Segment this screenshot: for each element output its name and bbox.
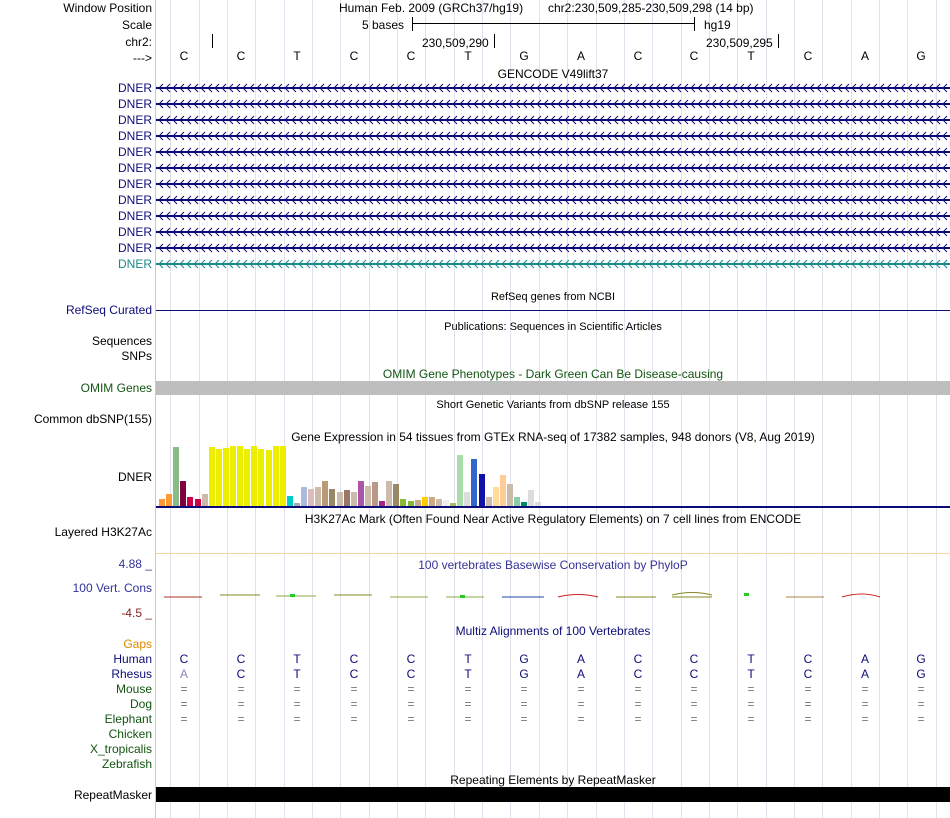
scale-bar [412,23,694,24]
gencode-gene-label[interactable]: DNER [117,177,152,191]
base-letter: T [747,49,755,63]
phylop-track-title: 100 vertebrates Basewise Conservation by PhyloP [418,558,688,572]
gencode-transcript[interactable] [156,183,950,185]
ruler-tick [212,34,213,48]
strand-arrows-icon [156,99,950,109]
strand-label: ---> [133,51,152,65]
base-letter: A [576,49,585,63]
gencode-track-title: GENCODE V49lift37 [497,67,609,81]
gtex-tissue-bar[interactable] [329,489,335,506]
gtex-tissue-bar[interactable] [244,449,250,506]
alignment-base: = [180,697,188,711]
alignment-base: = [690,712,698,726]
species-label[interactable]: Chicken [108,727,152,741]
alignment-base: G [916,667,926,681]
alignment-base: C [406,652,416,666]
strand-arrows-icon [156,259,950,269]
gtex-tissue-bar[interactable] [216,449,222,506]
gtex-tissue-bar[interactable] [436,499,442,506]
gtex-tissue-bar[interactable] [500,475,506,506]
strand-arrows-icon [156,243,950,253]
gtex-tissue-bar[interactable] [322,481,328,506]
ruler-tick [494,34,495,48]
gencode-gene-label[interactable]: DNER [117,209,152,223]
base-letter: G [916,49,926,63]
phylop-peak [460,595,465,598]
scale-bar-left-tick [412,17,413,31]
phylop-max-label: 4.88 _ [118,557,152,571]
alignment-base: = [804,697,812,711]
alignment-base: C [689,667,699,681]
gtex-tissue-bar[interactable] [301,487,307,506]
species-label[interactable]: Dog [129,697,152,711]
chr-label: chr2: [125,35,152,49]
gencode-transcript[interactable] [156,199,950,201]
gtex-tissue-bar[interactable] [223,448,229,506]
alignment-base: C [406,667,416,681]
strand-arrows-icon [156,147,950,157]
gtex-tissue-bar[interactable] [393,484,399,506]
assembly-title: Human Feb. 2009 (GRCh37/hg19) [339,1,524,15]
alignment-base: C [179,652,189,666]
alignment-base: = [917,712,925,726]
gtex-tissue-bar[interactable] [251,446,257,506]
base-letter: C [406,49,416,63]
phylop-label[interactable]: 100 Vert. Cons [72,581,152,595]
gtex-tissue-bar[interactable] [493,487,499,506]
alignment-base: A [860,667,869,681]
gencode-transcript[interactable] [156,135,950,137]
phylop-peak [290,594,295,597]
gencode-transcript[interactable] [156,247,950,249]
alignment-base: C [633,652,643,666]
omim-track-title: OMIM Gene Phenotypes - Dark Green Can Be Disease-causing [382,367,724,381]
gencode-transcript[interactable] [156,151,950,153]
gencode-transcript[interactable] [156,215,950,217]
base-letter: T [464,49,472,63]
alignment-base: A [179,667,188,681]
alignment-base: = [861,712,869,726]
alignment-base: = [577,712,585,726]
gtex-tissue-bar[interactable] [209,447,215,506]
gtex-tissue-bar[interactable] [173,447,179,506]
alignment-base: = [634,712,642,726]
gencode-gene-label[interactable]: DNER [117,145,152,159]
dbsnp-track-title: Short Genetic Variants from dbSNP release 155 [436,399,670,411]
gencode-transcript[interactable] [156,119,950,121]
ruler-coord-1: 230,509,290 [422,36,489,50]
alignment-base: T [464,667,472,681]
refseq-label[interactable]: RefSeq Curated [65,303,152,317]
alignment-base: = [634,697,642,711]
repeatmasker-label[interactable]: RepeatMasker [73,788,152,802]
species-label[interactable]: Zebrafish [101,757,152,771]
gencode-transcript[interactable] [156,167,950,169]
alignment-base: C [803,652,813,666]
gencode-gene-label[interactable]: DNER [117,129,152,143]
gtex-tissue-bar[interactable] [202,494,208,506]
snps-label[interactable]: SNPs [121,349,152,363]
alignment-base: = [180,682,188,696]
gencode-gene-label[interactable]: DNER [117,257,152,271]
gtex-tissue-bar[interactable] [344,490,350,506]
alignment-base: = [407,712,415,726]
gtex-tissue-bar[interactable] [486,497,492,506]
strand-arrows-icon [156,115,950,125]
alignment-base: = [237,697,245,711]
ruler-coord-2: 230,509,295 [706,36,773,50]
sequences-label[interactable]: Sequences [91,334,152,348]
strand-arrows-icon [156,163,950,173]
alignment-base: = [350,712,358,726]
alignment-base: = [237,712,245,726]
omim-label[interactable]: OMIM Genes [80,381,152,395]
gtex-gene-line [156,506,950,508]
gencode-gene-label[interactable]: DNER [117,161,152,175]
alignment-base: T [747,667,755,681]
alignment-base: = [690,697,698,711]
gtex-tissue-bar[interactable] [337,492,343,506]
ruler-tick [778,34,779,48]
window-position-label: Window Position [63,1,152,15]
base-letter: A [860,49,869,63]
phylop-min-label: -4.5 _ [121,606,152,620]
base-letter: G [519,49,529,63]
phylop-segment [672,593,712,596]
alignment-base: = [577,697,585,711]
gtex-tissue-bar[interactable] [230,446,236,506]
gtex-tissue-bar[interactable] [266,450,272,506]
alignment-base: A [576,667,585,681]
gencode-gene-label[interactable]: DNER [117,81,152,95]
gtex-tissue-bar[interactable] [358,481,364,506]
gtex-tissue-bar[interactable] [514,497,520,506]
gtex-barchart[interactable] [159,444,559,506]
strand-arrows-icon [156,83,950,93]
alignment-base: = [634,682,642,696]
gtex-tissue-bar[interactable] [287,496,293,506]
gtex-tissue-bar[interactable] [528,490,534,506]
alignment-base: = [917,682,925,696]
gencode-transcript[interactable] [156,103,950,105]
gtex-tissue-bar[interactable] [507,484,513,506]
gtex-gene-label[interactable]: DNER [117,470,152,484]
gencode-gene-label[interactable]: DNER [117,193,152,207]
alignment-base: = [690,682,698,696]
gtex-tissue-bar[interactable] [159,499,165,506]
base-letter: C [633,49,643,63]
gtex-tissue-bar[interactable] [258,449,264,506]
gencode-gene-label[interactable]: DNER [117,97,152,111]
repeatmasker-element[interactable] [156,787,950,802]
gencode-transcript[interactable] [156,231,950,233]
alignment-base: A [576,652,585,666]
multiz-track-title: Multiz Alignments of 100 Vertebrates [455,624,651,638]
gtex-tissue-bar[interactable] [308,489,314,506]
alignment-base: = [464,712,472,726]
alignment-base: = [804,682,812,696]
gtex-tissue-bar[interactable] [315,487,321,506]
alignment-base: = [577,682,585,696]
gtex-tissue-bar[interactable] [280,446,286,506]
alignment-base: C [689,652,699,666]
gtex-tissue-bar[interactable] [386,481,392,506]
species-label[interactable]: Mouse [115,682,152,696]
species-label[interactable]: Elephant [104,712,152,726]
alignment-base: C [236,652,246,666]
gtex-tissue-bar[interactable] [237,446,243,506]
refseq-track-title: RefSeq genes from NCBI [490,291,616,303]
gencode-gene-label[interactable]: DNER [117,113,152,127]
phylop-segment [558,595,598,598]
alignment-base: = [464,682,472,696]
repeatmasker-track-title: Repeating Elements by RepeatMasker [450,773,656,787]
alignment-base: = [861,682,869,696]
species-label[interactable]: Human [113,652,152,666]
gtex-tissue-bar[interactable] [479,474,485,506]
gtex-tissue-bar[interactable] [180,481,186,506]
gtex-tissue-bar[interactable] [166,494,172,506]
alignment-base: G [519,667,529,681]
gaps-label: Gaps [123,637,152,651]
track-labels [0,0,155,818]
gtex-tissue-bar[interactable] [372,482,378,506]
alignment-base: = [747,682,755,696]
alignment-base: A [860,652,869,666]
scale-bar-right-tick [694,17,695,31]
alignment-base: = [747,712,755,726]
gencode-transcript[interactable] [156,263,950,265]
base-letter: C [179,49,189,63]
strand-arrows-icon [156,131,950,141]
alignment-base: = [237,682,245,696]
h3k27ac-baseline [156,553,950,554]
gtex-tissue-bar[interactable] [273,446,279,506]
alignment-base: = [293,697,301,711]
alignment-base: = [407,697,415,711]
alignment-base: = [407,682,415,696]
alignment-base: C [349,667,359,681]
gencode-transcript[interactable] [156,87,950,89]
alignment-base: = [861,697,869,711]
alignment-base: = [293,682,301,696]
scale-db: hg19 [704,18,731,32]
alignment-base: = [464,697,472,711]
gtex-tissue-bar[interactable] [365,486,371,506]
alignment-base: = [520,682,528,696]
alignment-base: G [916,652,926,666]
publications-track-title: Publications: Sequences in Scientific Articles [444,321,662,333]
gtex-tissue-bar[interactable] [351,492,357,506]
h3k27ac-label[interactable]: Layered H3K27Ac [54,525,152,539]
alignment-base: C [633,667,643,681]
gencode-gene-label[interactable]: DNER [117,225,152,239]
strand-arrows-icon [156,195,950,205]
alignment-base: C [236,667,246,681]
phylop-signal[interactable] [156,585,950,605]
strand-arrows-icon [156,227,950,237]
dbsnp-label[interactable]: Common dbSNP(155) [33,412,152,426]
scale-text: 5 bases [362,18,405,32]
alignment-base: = [350,682,358,696]
alignment-base: G [519,652,529,666]
browser-image[interactable] [156,0,950,818]
position-title: chr2:230,509,285-230,509,298 (14 bp) [548,1,754,15]
species-label[interactable]: Rhesus [111,667,152,681]
alignment-base: = [520,712,528,726]
h3k27ac-track-title: H3K27Ac Mark (Often Found Near Active Regulatory Elements) on 7 cell lines from ENCODE [304,512,802,526]
alignment-base: = [917,697,925,711]
alignment-base: = [180,712,188,726]
base-letter: C [689,49,699,63]
gtex-tissue-bar[interactable] [457,455,463,506]
base-letter: C [236,49,246,63]
gtex-tissue-bar[interactable] [187,497,193,506]
alignment-base: T [293,667,301,681]
gencode-gene-label[interactable]: DNER [117,241,152,255]
base-letter: C [803,49,813,63]
phylop-peak [744,593,749,596]
alignment-base: C [803,667,813,681]
base-letter: T [293,49,301,63]
refseq-gene-line[interactable] [156,310,950,311]
gtex-tissue-bar[interactable] [422,497,428,506]
alignment-base: = [747,697,755,711]
alignment-base: C [349,652,359,666]
alignment-base: = [293,712,301,726]
species-label[interactable]: X_tropicalis [89,742,152,756]
gtex-tissue-bar[interactable] [464,492,470,506]
strand-arrows-icon [156,211,950,221]
alignment-base: = [350,697,358,711]
strand-arrows-icon [156,179,950,189]
alignment-base: T [464,652,472,666]
base-letter: C [349,49,359,63]
omim-gene-bar[interactable] [156,381,950,395]
alignment-base: = [804,712,812,726]
alignment-base: = [520,697,528,711]
gtex-track-title: Gene Expression in 54 tissues from GTEx RNA-seq of 17382 samples, 948 donors (V8, Aug 2019) [291,430,815,444]
scale-label: Scale [121,18,152,32]
gtex-tissue-bar[interactable] [429,497,435,506]
alignment-base: T [293,652,301,666]
gtex-tissue-bar[interactable] [400,499,406,506]
gtex-tissue-bar[interactable] [471,459,477,506]
alignment-base: T [747,652,755,666]
phylop-segment [842,594,880,597]
gtex-tissue-bar[interactable] [195,499,201,506]
